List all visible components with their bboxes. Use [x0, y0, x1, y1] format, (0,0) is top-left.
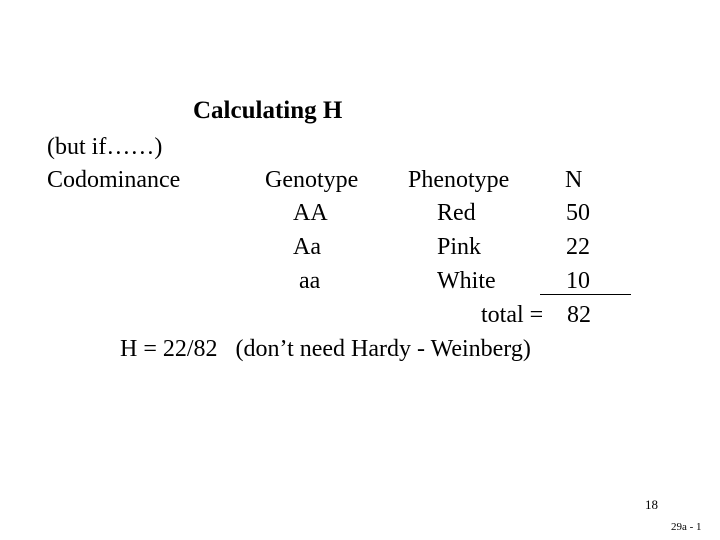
subtitle-condition: (but if……): [47, 134, 163, 160]
phenotype-cell: Red: [437, 200, 476, 226]
phenotype-cell: White: [437, 268, 496, 294]
count-cell: 50: [566, 200, 590, 226]
genotype-cell: Aa: [293, 234, 321, 260]
phenotype-cell: Pink: [437, 234, 482, 260]
sum-rule: [540, 294, 631, 295]
genotype-cell: AA: [293, 200, 328, 226]
header-n: N: [565, 167, 583, 193]
total-label: total =: [481, 302, 544, 328]
header-genotype: Genotype: [265, 167, 359, 193]
count-cell: 10: [566, 268, 590, 294]
count-cell: 22: [566, 234, 590, 260]
header-phenotype: Phenotype: [408, 167, 510, 193]
h-formula: H = 22/82 (don’t need Hardy - Weinberg): [120, 336, 531, 362]
page-number: 18: [645, 497, 658, 512]
genotype-cell: aa: [299, 268, 321, 294]
total-value: 82: [567, 302, 591, 328]
subtitle-codominance: Codominance: [47, 167, 181, 193]
slide-code: 29a - 1: [671, 521, 702, 533]
slide-title: Calculating H: [193, 97, 343, 124]
